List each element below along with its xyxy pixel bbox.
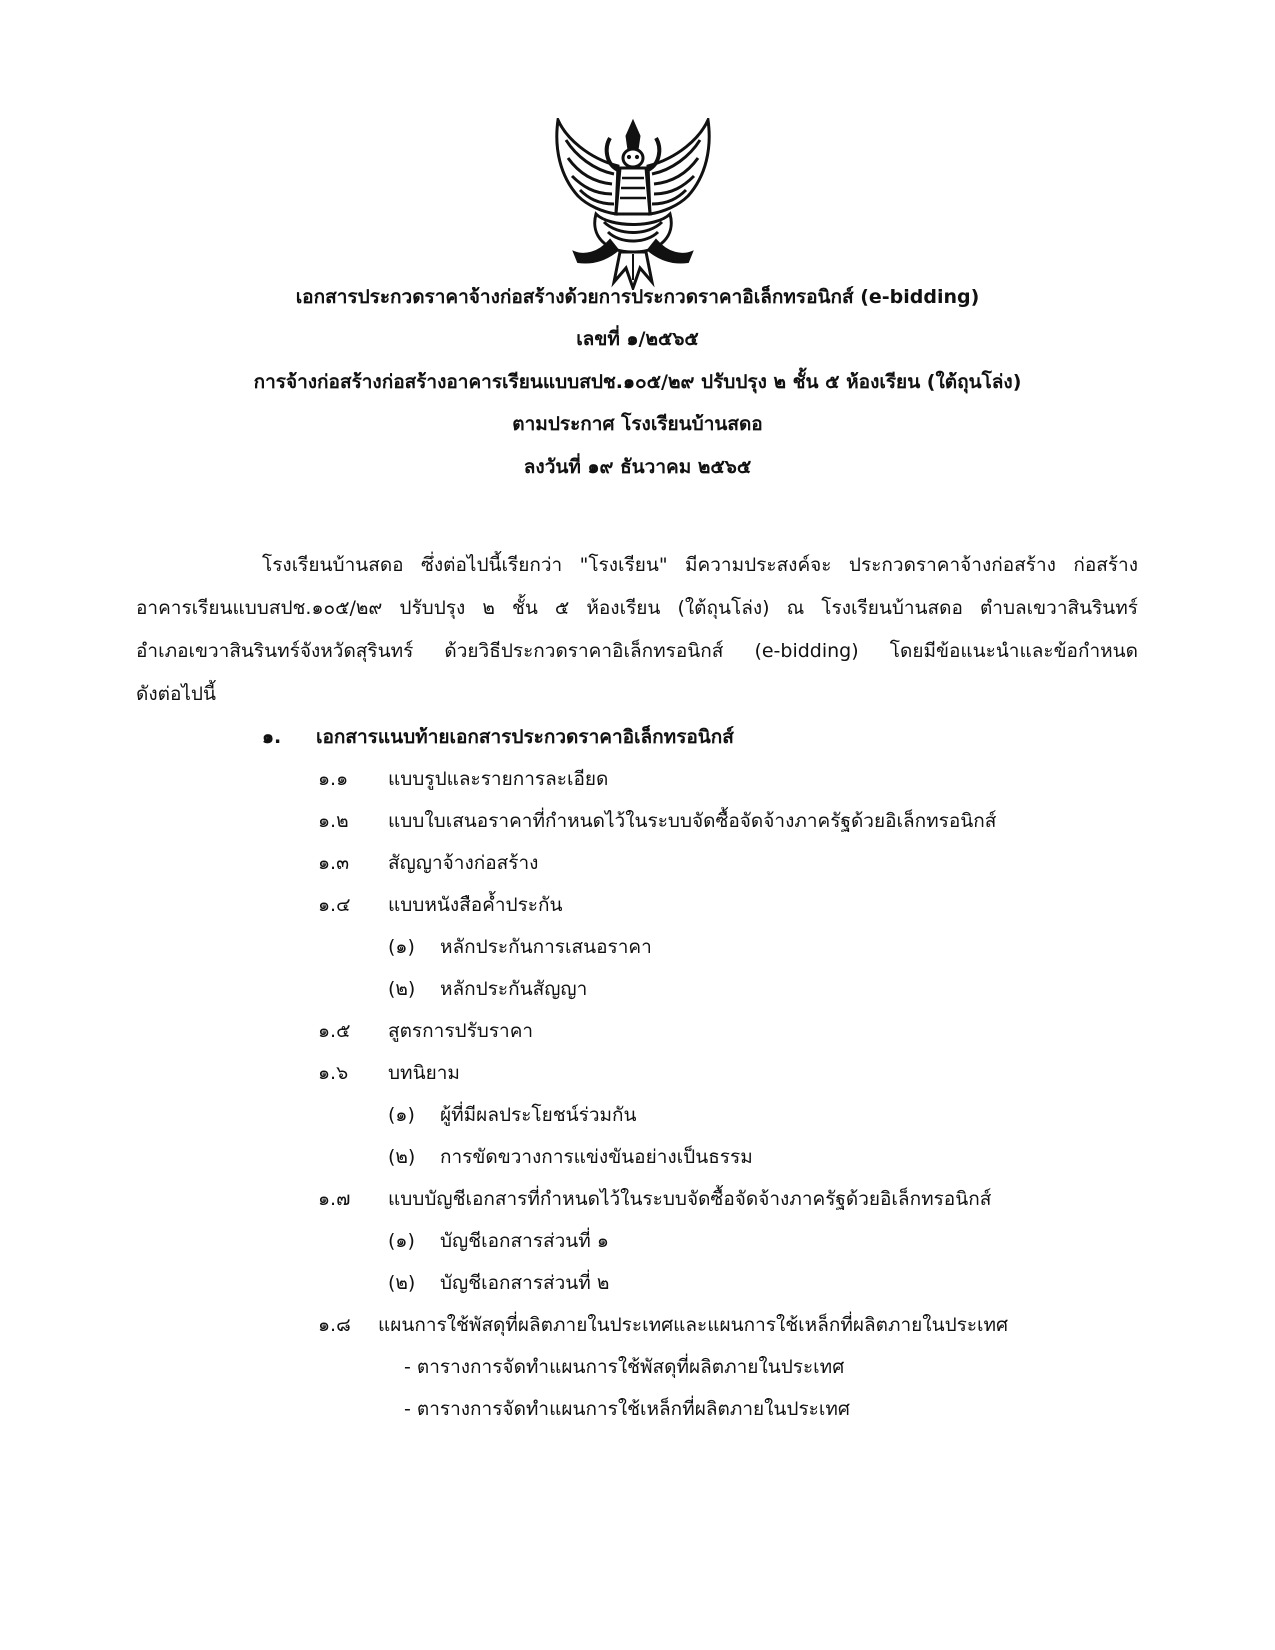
intro-line: โรงเรียนบ้านสดอ ซึ่งต่อไปนี้เรียกว่า "โรงเรียน" มีความประสงค์จะ ประกวดราคาจ้างก่อสร้าง ก่อสร้าง	[262, 554, 1138, 576]
sub-item: หลักประกันสัญญา	[440, 978, 588, 1000]
list-item-number: ๑.๗	[318, 1188, 351, 1210]
list-item: แบบรูปและรายการละเอียด	[388, 768, 609, 790]
section-number: ๑.	[262, 726, 282, 748]
garuda-emblem-icon	[548, 118, 718, 290]
intro-line: อำเภอเขวาสินรินทร์จังหวัดสุรินทร์ ด้วยวิธีประกวดราคาอิเล็กทรอนิกส์ (e-bidding) โดยมีข้อแนะนำและข้อกำหนด	[136, 640, 1138, 662]
sub-item: บัญชีเอกสารส่วนที่ ๑	[440, 1230, 609, 1252]
sub-item-number: (๑)	[388, 1104, 415, 1126]
sub-item: ผู้ที่มีผลประโยชน์ร่วมกัน	[440, 1104, 637, 1126]
list-item-number: ๑.๑	[318, 768, 349, 790]
list-item: สูตรการปรับราคา	[388, 1020, 534, 1042]
list-item-number: ๑.๕	[318, 1020, 351, 1042]
sub-item-number: (๑)	[388, 1230, 415, 1252]
intro-line: ดังต่อไปนี้	[136, 683, 216, 705]
list-item: บทนิยาม	[388, 1062, 460, 1084]
document-title: เอกสารประกวดราคาจ้างก่อสร้างด้วยการประกวดราคาอิเล็กทรอนิกส์ (e-bidding)	[295, 286, 980, 308]
list-item-number: ๑.๓	[318, 852, 350, 874]
project-title: การจ้างก่อสร้างก่อสร้างอาคารเรียนแบบสปช.๑๐๕/๒๙ ปรับปรุง ๒ ชั้น ๕ ห้องเรียน (ใต้ถุนโล่ง)	[253, 371, 1022, 393]
list-item: แผนการใช้พัสดุที่ผลิตภายในประเทศและแผนการใช้เหล็กที่ผลิตภายในประเทศ	[378, 1314, 1009, 1336]
list-item-number: ๑.๔	[318, 894, 351, 916]
sub-item-number: (๒)	[388, 1272, 416, 1294]
dash-item: - ตารางการจัดทำแผนการใช้พัสดุที่ผลิตภายในประเทศ	[404, 1356, 845, 1378]
sub-item-number: (๒)	[388, 1146, 416, 1168]
intro-line: อาคารเรียนแบบสปช.๑๐๕/๒๙ ปรับปรุง ๒ ชั้น ๕ ห้องเรียน (ใต้ถุนโล่ง) ณ โรงเรียนบ้านสดอ ตำบลเขวาสินรินทร์	[136, 597, 1138, 619]
sub-item-number: (๑)	[388, 936, 415, 958]
sub-item: การขัดขวางการแข่งขันอย่างเป็นธรรม	[440, 1146, 753, 1168]
sub-item: หลักประกันการเสนอราคา	[440, 936, 652, 958]
document-number: เลขที่ ๑/๒๕๖๕	[576, 328, 699, 350]
list-item-number: ๑.๘	[318, 1314, 351, 1336]
dash-item: - ตารางการจัดทำแผนการใช้เหล็กที่ผลิตภายในประเทศ	[404, 1398, 850, 1420]
announcer: ตามประกาศ โรงเรียนบ้านสดอ	[512, 413, 763, 435]
section-title: เอกสารแนบท้ายเอกสารประกวดราคาอิเล็กทรอนิกส์	[316, 726, 734, 748]
sub-item: บัญชีเอกสารส่วนที่ ๒	[440, 1272, 610, 1294]
list-item-number: ๑.๒	[318, 810, 349, 832]
list-item: แบบหนังสือค้ำประกัน	[388, 894, 563, 916]
sub-item-number: (๒)	[388, 978, 416, 1000]
list-item: แบบใบเสนอราคาที่กำหนดไว้ในระบบจัดซื้อจัดจ้างภาครัฐด้วยอิเล็กทรอนิกส์	[388, 810, 997, 832]
document-date: ลงวันที่ ๑๙ ธันวาคม ๒๕๖๕	[523, 456, 752, 478]
list-item: สัญญาจ้างก่อสร้าง	[388, 852, 539, 874]
list-item-number: ๑.๖	[318, 1062, 349, 1084]
list-item: แบบบัญชีเอกสารที่กำหนดไว้ในระบบจัดซื้อจัดจ้างภาครัฐด้วยอิเล็กทรอนิกส์	[388, 1188, 992, 1210]
